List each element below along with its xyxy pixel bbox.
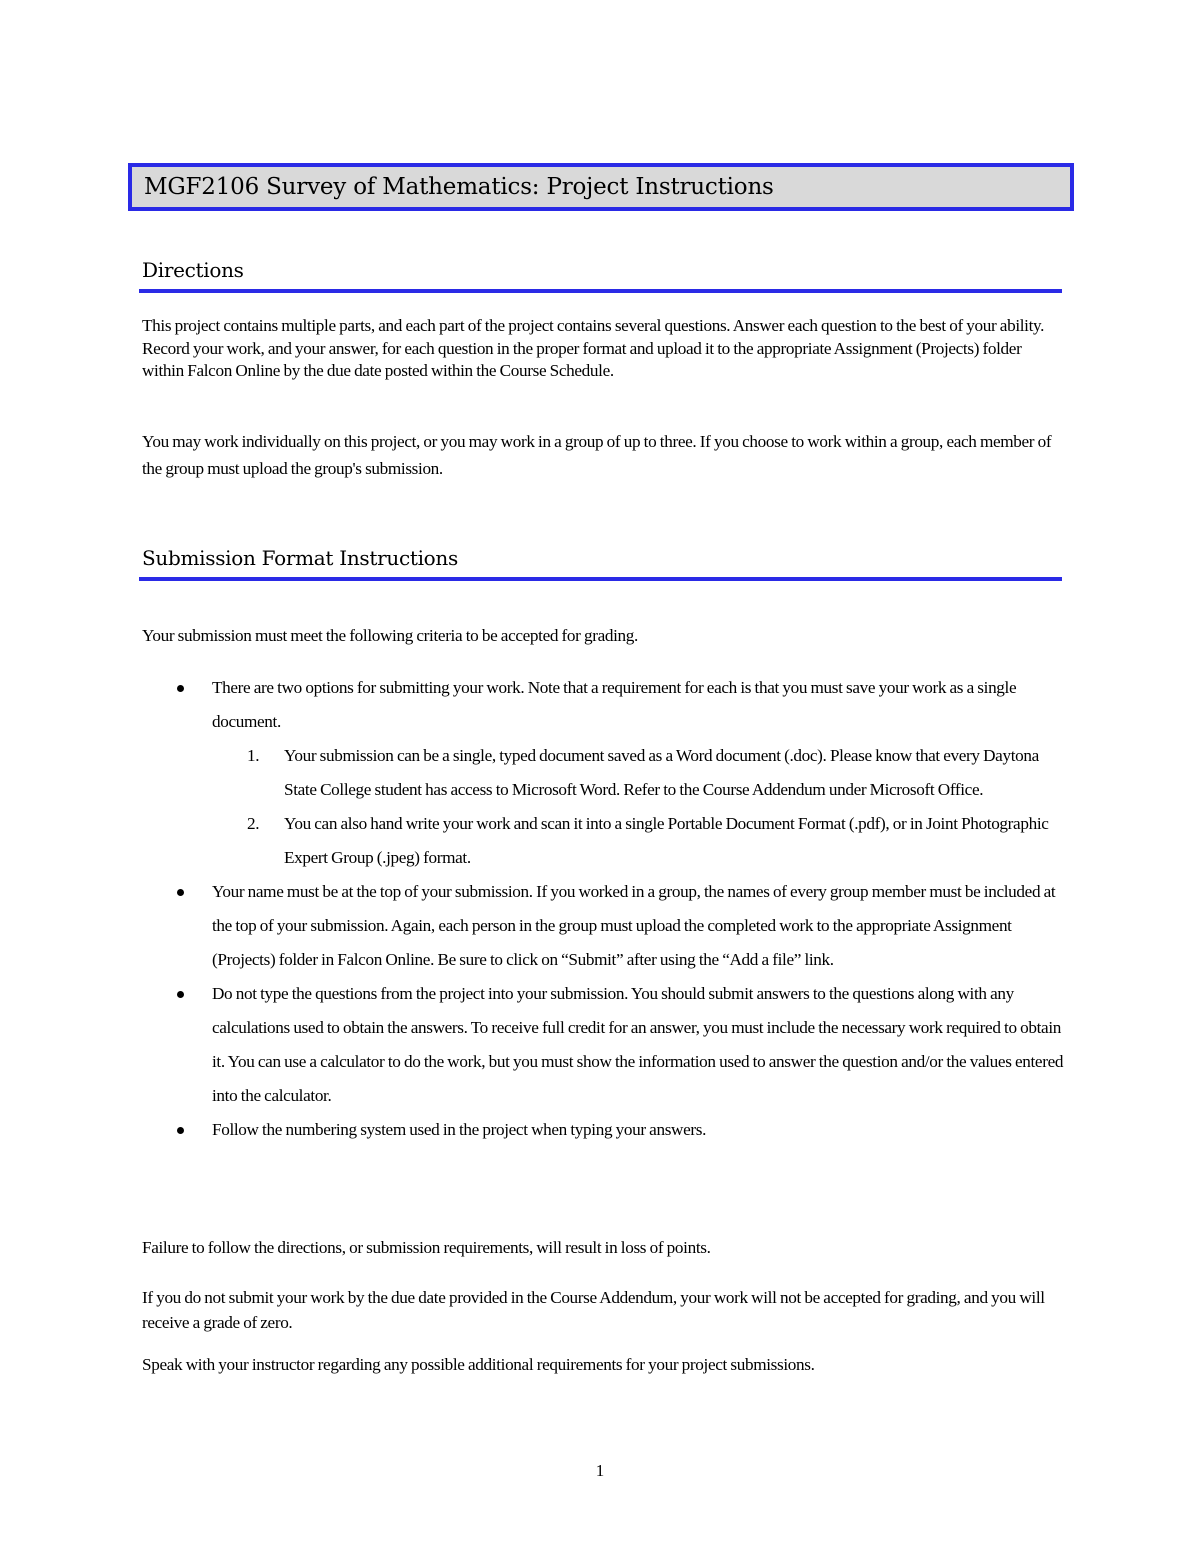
late-policy-paragraph: If you do not submit your work by the due date provided in the Course Addendum, your work will not be accepted for grading, and you will receive a grade of zero. bbox=[142, 1288, 1045, 1332]
list-item-text: There are two options for submitting your work. Note that a requirement for each is that you must save your work as a single document. bbox=[212, 678, 1017, 731]
directions-rule bbox=[139, 289, 1062, 293]
list-item bbox=[142, 1113, 1067, 1147]
option-number: 2. bbox=[247, 814, 260, 833]
document-title: MGF2106 Survey of Mathematics: Project Instructions bbox=[144, 174, 774, 200]
bullet-icon bbox=[177, 991, 184, 998]
page-number: 1 bbox=[595, 1461, 605, 1480]
bullet-icon bbox=[177, 889, 184, 896]
criteria-intro: Your submission must meet the following criteria to be accepted for grading. bbox=[142, 626, 638, 645]
submission-rule bbox=[139, 577, 1062, 581]
list-item-text: Your name must be at the top of your submission. If you worked in a group, the names of every group member must be included at the top of your submission. Again, each person in the group must upload the completed work to the appropriate Assignment (Projects) folder in Falcon Online. Be sure to click on “Submit” after using the “Add a file” link. bbox=[212, 882, 1056, 969]
bullet-icon bbox=[177, 685, 184, 692]
list-item bbox=[142, 671, 1067, 739]
option-item bbox=[142, 807, 1067, 875]
list-item-text: Follow the numbering system used in the project when typing your answers. bbox=[212, 1120, 707, 1139]
title-box bbox=[128, 163, 1074, 211]
bullet-icon bbox=[177, 1127, 184, 1134]
directions-heading: Directions bbox=[142, 258, 244, 282]
option-item bbox=[142, 739, 1067, 807]
list-item-text: Do not type the questions from the project into your submission. You should submit answers to the questions along with any calculations used to obtain the answers. To receive full credit for an answer, you must include the necessary work required to obtain it. You can use a calculator to do the work, but you must show the information used to answer the question and/or the values entered into the calculator. bbox=[212, 984, 1064, 1105]
list-item bbox=[142, 875, 1067, 977]
list-item bbox=[142, 977, 1067, 1113]
option-number: 1. bbox=[247, 746, 260, 765]
criteria-list bbox=[142, 671, 1067, 1147]
instructor-paragraph: Speak with your instructor regarding any possible additional requirements for your project submissions. bbox=[142, 1355, 815, 1374]
group-work-paragraph: You may work individually on this project, or you may work in a group of up to three. If you choose to work within a group, each member of the group must upload the group's submission. bbox=[142, 432, 1052, 478]
submission-heading: Submission Format Instructions bbox=[142, 546, 458, 570]
option-text: Your submission can be a single, typed document saved as a Word document (.doc). Please know that every Daytona State College student has access to Microsoft Word. Refer to the Course Addendum under Microsoft Office. bbox=[284, 746, 1039, 799]
option-text: You can also hand write your work and scan it into a single Portable Document Format (.pdf), or in Joint Photographic Expert Group (.jpeg) format. bbox=[284, 814, 1049, 867]
directions-paragraph: This project contains multiple parts, and each part of the project contains several questions. Answer each question to the best of your ability. Record your work, and your answer, for each question in the proper format and upload it to the appropriate Assignment (Projects) folder within Falcon Online by the due date posted within the Course Schedule. bbox=[142, 316, 1045, 380]
penalty-paragraph: Failure to follow the directions, or submission requirements, will result in loss of points. bbox=[142, 1238, 711, 1257]
